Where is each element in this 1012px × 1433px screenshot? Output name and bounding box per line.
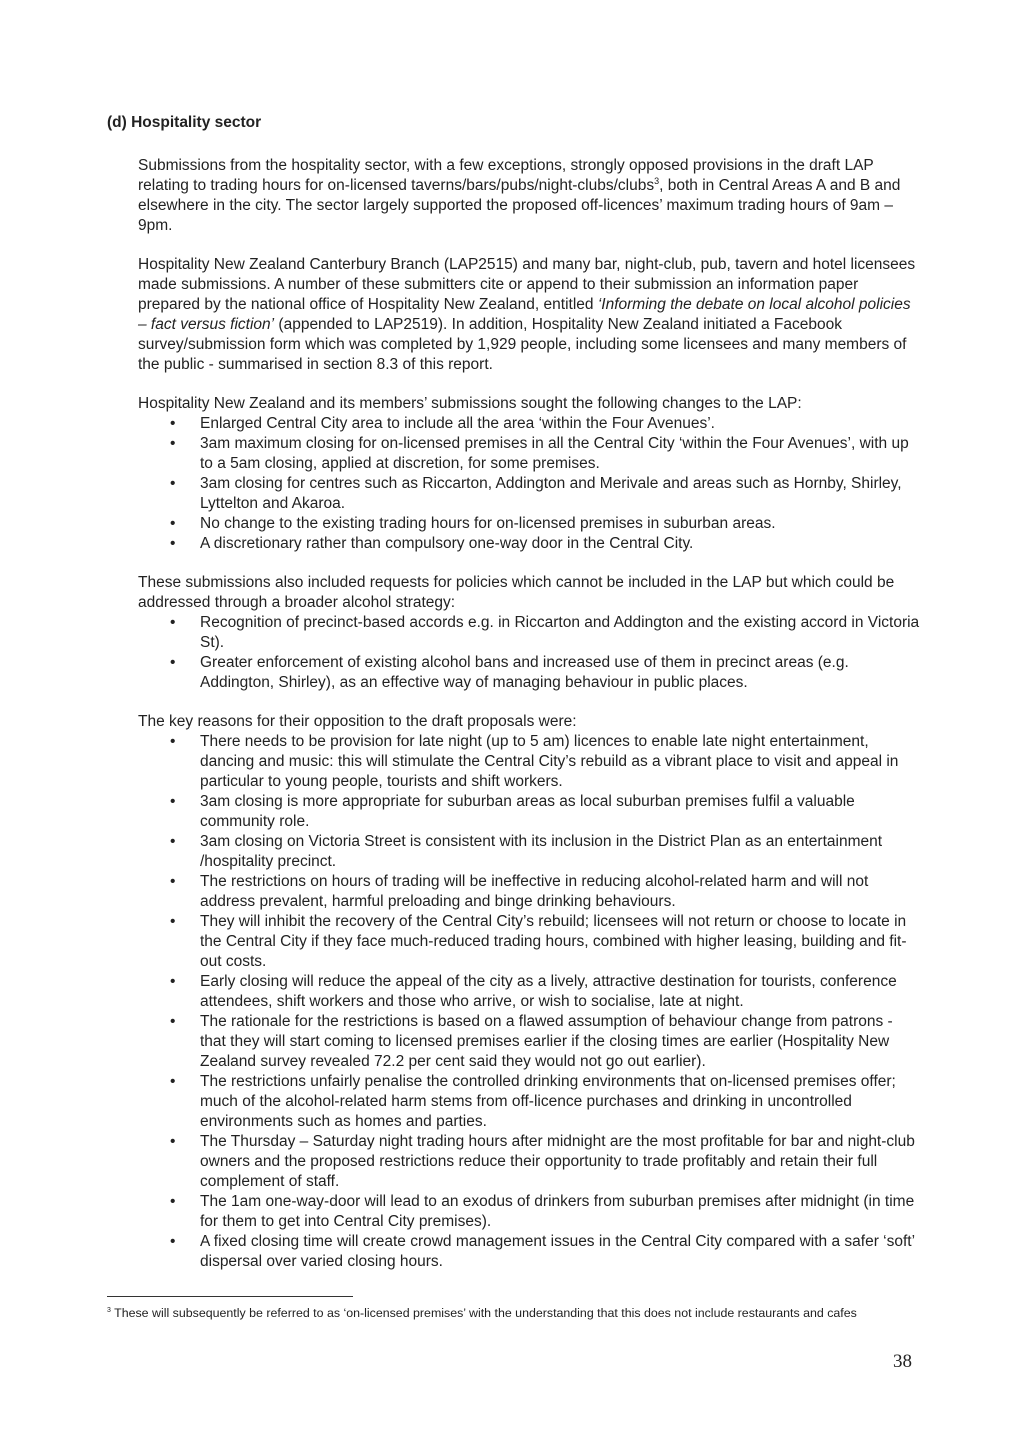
list-item: • 3am closing for centres such as Riccarton, Addington and Merivale and areas such as Hornby, Shirley, Lyttelton and Akaroa. (138, 474, 922, 514)
list-item: • 3am closing is more appropriate for suburban areas as local suburban premises fulfil a valuable community role. (138, 792, 922, 832)
list-item: • Enlarged Central City area to include all the area ‘within the Four Avenues’. (138, 414, 922, 434)
requests-intro: These submissions also included requests for policies which cannot be included in the LAP but which could be addressed through a broader alcohol strategy: (138, 574, 895, 611)
footnote-reference[interactable]: 3 (654, 176, 660, 186)
list-item: • Early closing will reduce the appeal of the city as a lively, attractive destination for tourists, conference attendees, shift workers and those who arrive, or wish to socialise, late at night. (138, 972, 922, 1012)
list-item: • The Thursday – Saturday night trading hours after midnight are the most profitable for bar and night-club owners and the proposed restrictions reduce their opportunity to trade profitably and retain their full complement of staff. (138, 1132, 922, 1192)
paragraph-intro (138, 156, 922, 236)
footnote-text: These will subsequently be referred to as ‘on-licensed premises’ with the understanding that this does not include restaurants and cafes (110, 1306, 857, 1320)
paragraph-intro-text-end: , both in Central Areas A and B and elsewhere in the city. The sector largely supported the proposed off-licences’ maximum trading hours of 9am – 9pm. (138, 177, 901, 234)
list-item: • Greater enforcement of existing alcohol bans and increased use of them in precinct areas (e.g. Addington, Shirley), as an effective way of managing behaviour in public places. (138, 653, 922, 693)
list-item: • No change to the existing trading hours for on-licensed premises in suburban areas. (138, 514, 922, 534)
paragraph-hospitality-text: Hospitality New Zealand Canterbury Branch (LAP2515) and many bar, night-club, pub, tavern and hotel licensees made submissions. A number of these submitters cite or append to their submission an information paper prepared by the national office of Hospitality New Zealand, entitled (138, 256, 916, 313)
section-heading: (d) Hospitality sector (107, 114, 262, 131)
paragraph-intro-text: Submissions from the hospitality sector, with a few exceptions, strongly opposed provisions in the draft LAP relating to trading hours for on-licensed taverns/bars/pubs/night-clubs/clubs (138, 157, 874, 194)
reasons-list (138, 732, 922, 1272)
list-item: • The restrictions on hours of trading will be ineffective in reducing alcohol-related harm and will not address prevalent, harmful preloading and binge drinking behaviours. (138, 872, 922, 912)
paragraph-hospitality-nz (138, 255, 922, 375)
section-body (138, 156, 922, 1272)
list-item: • The rationale for the restrictions is based on a flawed assumption of behaviour change from patrons - that they will start coming to licensed premises earlier if the closing times are earlier (Hospitality New Zealand survey revealed 72.2 per cent said they would not go out earlier). (138, 1012, 922, 1072)
list-item: • A fixed closing time will create crowd management issues in the Central City compared with a safer ‘soft’ dispersal over varied closing hours. (138, 1232, 922, 1272)
footnote-number: 3 (107, 1307, 111, 1314)
list-item: • There needs to be provision for late night (up to 5 am) licences to enable late night entertainment, dancing and music: this will stimulate the Central City’s rebuild as a vibrant place to visit and appeal in particular to young people, tourists and shift workers. (138, 732, 922, 792)
footnote-divider (107, 1296, 353, 1297)
list-item: • They will inhibit the recovery of the Central City’s rebuild; licensees will not return or choose to locate in the Central City if they face much-reduced trading hours, combined with higher leasing, building and fit-out costs. (138, 912, 922, 972)
changes-list (138, 414, 922, 554)
list-item: • The restrictions unfairly penalise the controlled drinking environments that on-licensed premises offer; much of the alcohol-related harm stems from off-licence purchases and drinking in uncontrolled environments such as homes and parties. (138, 1072, 922, 1132)
changes-intro: Hospitality New Zealand and its members’ submissions sought the following changes to the LAP: (138, 395, 802, 412)
footnote (107, 1305, 907, 1321)
list-item: • A discretionary rather than compulsory one-way door in the Central City. (138, 534, 922, 554)
list-item: • 3am closing on Victoria Street is consistent with its inclusion in the District Plan as an entertainment /hospitality precinct. (138, 832, 922, 872)
requests-list (138, 613, 922, 693)
page-number: 38 (893, 1351, 912, 1372)
information-paper-title: ‘Informing the debate on local alcohol policies – fact versus fiction’ (138, 296, 911, 333)
reasons-intro: The key reasons for their opposition to the draft proposals were: (138, 713, 577, 730)
paragraph-hospitality-text-end: (appended to LAP2519). In addition, Hospitality New Zealand initiated a Facebook survey/submission form which was completed by 1,929 people, including some licensees and many members of the public - summarised in section 8.3 of this report. (138, 316, 907, 373)
list-item: • Recognition of precinct-based accords e.g. in Riccarton and Addington and the existing accord in Victoria St). (138, 613, 922, 653)
list-item: • 3am maximum closing for on-licensed premises in all the Central City ‘within the Four Avenues’, with up to a 5am closing, applied at discretion, for some premises. (138, 434, 922, 474)
list-item: • The 1am one-way-door will lead to an exodus of drinkers from suburban premises after midnight (in time for them to get into Central City premises). (138, 1192, 922, 1232)
